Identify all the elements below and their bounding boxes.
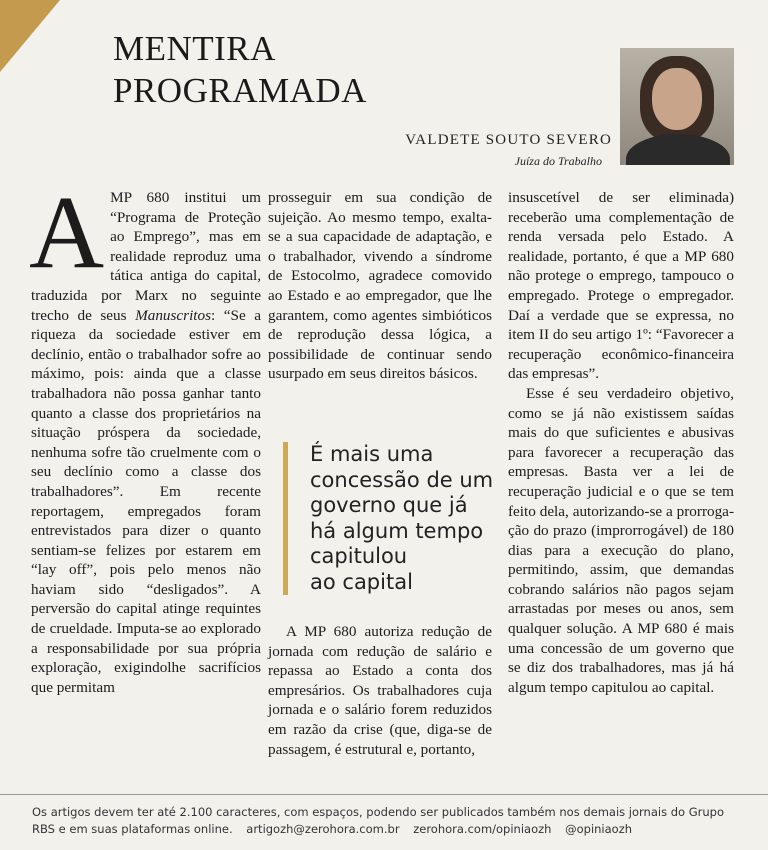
website-link[interactable]: zerohora.com/opiniaozh [413, 822, 552, 836]
footer-text-cont: RBS e em suas plataformas online. [32, 822, 233, 836]
footer-contacts [32, 820, 642, 838]
author-photo [620, 48, 734, 165]
article-column-3 [508, 188, 734, 697]
paragraph: A MP 680 autoriza redução de jornada com redução de salário e repassa ao Estado a conta dos empresários. Os trabalhadores cuja jornada e o salário forem reduzidos em razão da crise (que, diga-se de passagem, é estrutural e, portanto, [268, 623, 492, 758]
footer-text: Os artigos devem ter até 2.100 caracteres, com espaços, podendo ser publicados também nos demais jornais do Grupo [32, 805, 724, 819]
article-headline [113, 28, 493, 112]
submission-footer [0, 794, 768, 850]
paragraph: prosseguir em sua condição de sujeição. Ao mesmo tempo, exalta-se a sua capacidade de adaptação, e o trabalhador, vivendo a síndrome de Estocolmo, agradece comovido ao Estado e ao empregador, que lhe garantem, como agentes simbióticos de reprodução dessa lógica, a possibilidade de continuar sendo usurpado em seus direitos básicos. [268, 189, 492, 383]
article-column-1 [29, 175, 261, 697]
article-column-2-continued [268, 622, 492, 759]
italic-title: Manuscritos [135, 306, 212, 324]
social-handle-link[interactable]: @opiniaozh [565, 822, 633, 836]
email-link[interactable]: artigozh@zerohora.com.br [246, 822, 400, 836]
paragraph: Esse é seu verdadeiro objetivo, como se já não existissem saídas mais do que suficientes e abusivas para favorecer a recuperação das empresas. Basta ver a lei de recuperação judicial e o que se tem feito dela, autorizando-se a prorrogação do prazo (improrrogável) de 180 dias para a execução do plano, permitindo, assim, que demandas cobrando salários não pagos sejam arrastadas por meses ou anos, sem qualquer solução. A MP 680 é mais uma concessão de um governo que se diz dos trabalhadores, mas já há algum tempo capitulou ao capital. [508, 384, 734, 696]
paragraph: AMP 680 institui um “Programa de Proteção ao Emprego”, mas em realidade reproduz uma tática antiga do capital, traduzida por Marx no seguinte trecho de seus Manuscritos: “Se a riqueza da sociedade estiver em declínio, então o trabalhador sofre ao máximo, pois: ainda que a classe trabalhadora não possa ganhar tanto quanto a classe dos proprietários na situação próspera da sociedade, nenhuma sofre tão cruelmente com o seu declínio como a classe dos trabalhadores”. Em recente reportagem, empregados foram entrevistados para dizer o quanto sentiam-se felizes por estarem em “lay off”, pois pelo menos não haviam sido “desligados”. A perversão do capital atinge requintes de crueldаde. Imputa-se ao explorado a responsabilidade por sua própria exploração, exigindolhe sacrifícios que permitam [29, 175, 261, 696]
headline-line-1: MENTIRA [113, 29, 276, 68]
paragraph: insuscetível de ser eliminada) receberão uma complementação de renda versada pelo Estado. A realidade, portanto, é que a MP 680 não protege o emprego, tampouco o empregado. Protege o empregador. Daí a verdade que se expressa, no item II do seu artigo 1º: “Favorecer a recuperação econômico-financeira das empresas”. [508, 189, 734, 383]
corner-accent [0, 0, 60, 72]
author-name: VALDETE SOUTO SEVERO [405, 132, 612, 148]
pull-quote: É mais uma concessão de um governo que já há algum tempo capitulou ao capital [283, 442, 515, 595]
article-column-2 [268, 188, 492, 384]
drop-cap: A [29, 175, 105, 290]
headline-line-2: PROGRAMADA [113, 71, 367, 110]
author-role: Juíza do Trabalho [514, 154, 602, 168]
